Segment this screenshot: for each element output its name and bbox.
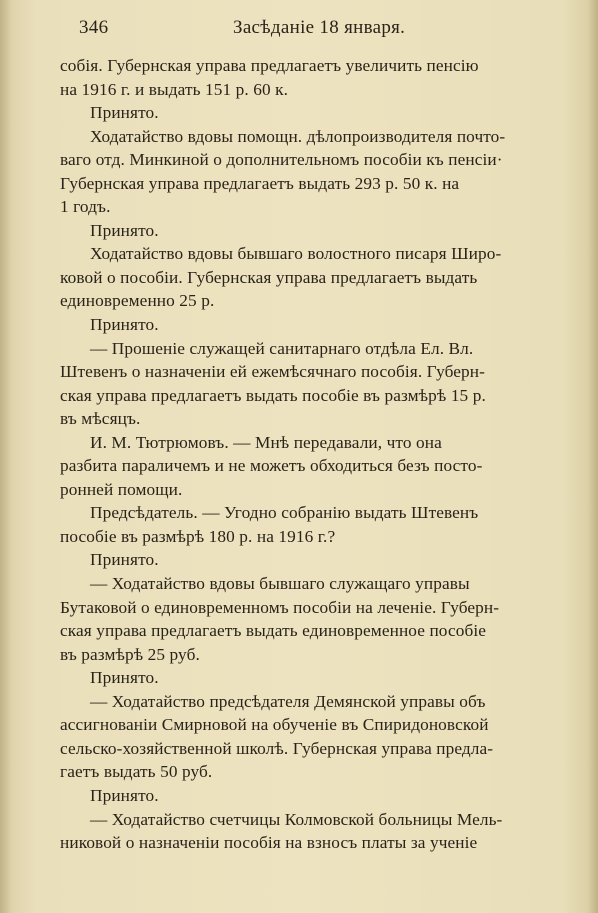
text-line: въ размѣрѣ 25 руб. bbox=[60, 644, 200, 664]
text-line: никовой о назначеніи пособія на взносъ платы за ученіе bbox=[60, 833, 478, 853]
text-line: Принято. bbox=[90, 220, 159, 240]
text-line: И. М. Тютрюмовъ. — Мнѣ передавали, что она bbox=[90, 432, 442, 452]
text-line: Ходатайство вдовы помощн. дѣлопроизводителя почто- bbox=[90, 126, 506, 146]
text-line: ассигнованіи Смирновой на обученіе въ Спиридоновской bbox=[60, 715, 489, 735]
text-line: — Прошеніе служащей санитарнаго отдѣла Ел. Вл. bbox=[90, 338, 474, 358]
text-line: въ мѣсяцъ. bbox=[60, 409, 141, 429]
text-line: Принято. bbox=[90, 668, 159, 688]
text-line: собія. Губернская управа предлагаетъ увеличить пенсію bbox=[60, 56, 479, 75]
text-line: Штевенъ о назначеніи ей ежемѣсячнаго пособія. Губерн- bbox=[60, 362, 485, 382]
page-number: 346 bbox=[79, 17, 109, 38]
text-line: — Ходатайство предсѣдателя Демянской управы объ bbox=[90, 691, 486, 711]
text-line: разбита параличемъ и не можетъ обходиться безъ посто- bbox=[60, 456, 483, 476]
text-line: Принято. bbox=[90, 785, 159, 805]
text-line: Ходатайство вдовы бывшаго волостного писаря Широ- bbox=[90, 244, 502, 264]
text-line: Принято. bbox=[90, 103, 159, 123]
text-line: единовременно 25 р. bbox=[60, 291, 215, 311]
text-line: 1 годъ. bbox=[60, 197, 111, 217]
text-line: на 1916 г. и выдать 151 р. 60 к. bbox=[60, 79, 289, 99]
text-line: гаетъ выдать 50 руб. bbox=[60, 762, 213, 782]
text-line: пособіе въ размѣрѣ 180 р. на 1916 г.? bbox=[60, 526, 336, 546]
text-line: Губернская управа предлагаетъ выдать 293 р. 50 к. на bbox=[60, 173, 460, 193]
text-line: Бутаковой о единовременномъ пособіи на леченіе. Губерн- bbox=[60, 597, 500, 617]
text-line: ковой о пособіи. Губернская управа предлагаетъ выдать bbox=[60, 267, 478, 287]
page-edge-shadow-left bbox=[0, 0, 12, 913]
page-body bbox=[60, 54, 590, 855]
text-line: — Ходатайство счетчицы Колмовской больницы Мель- bbox=[90, 809, 503, 829]
text-line: ваго отд. Минкиной о дополнительномъ пособіи къ пенсіи· bbox=[60, 150, 503, 170]
running-head: Засѣданіе 18 января. bbox=[233, 17, 406, 38]
text-line: ская управа предлагаетъ выдать единовременное пособіе bbox=[60, 621, 487, 641]
text-line: ронней помощи. bbox=[60, 479, 183, 499]
text-line: сельско-хозяйственной школѣ. Губернская управа предла- bbox=[60, 738, 494, 758]
page-header bbox=[0, 17, 598, 47]
text-line: Принято. bbox=[90, 315, 159, 335]
text-line: Предсѣдатель. — Угодно собранію выдать Штевенъ bbox=[90, 503, 479, 523]
text-line: — Ходатайство вдовы бывшаго служащаго управы bbox=[90, 574, 470, 594]
text-line: ская управа предлагаетъ выдать пособіе въ размѣрѣ 15 р. bbox=[60, 385, 486, 405]
text-line: Принято. bbox=[90, 550, 159, 570]
